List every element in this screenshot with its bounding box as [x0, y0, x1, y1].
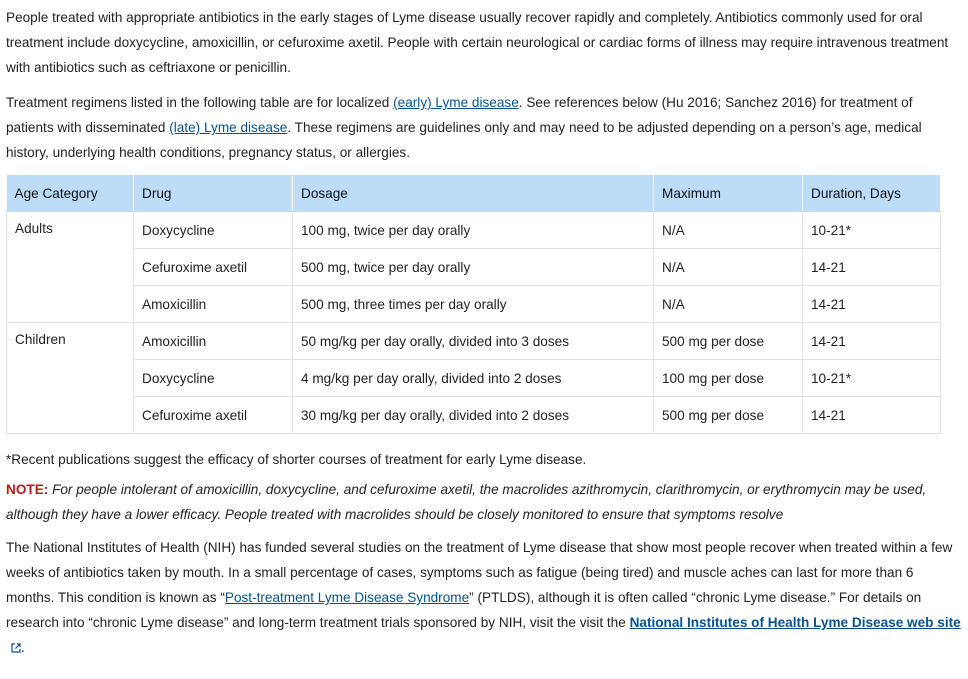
table-row [7, 397, 941, 434]
cell-duration: 14-21 [803, 397, 941, 434]
cell-duration: 14-21 [803, 286, 941, 323]
cell-dosage: 100 mg, twice per day orally [293, 212, 654, 249]
cell-duration: 14-21 [803, 323, 941, 360]
nih-text-c: . [21, 640, 25, 655]
note-label: NOTE: [6, 482, 49, 497]
ptlds-link[interactable]: Post-treatment Lyme Disease Syndrome [224, 590, 470, 605]
intro-paragraph-2 [6, 90, 962, 165]
cell-dosage: 4 mg/kg per day orally, divided into 2 doses [293, 360, 654, 397]
note-text: For people intolerant of amoxicillin, doxycycline, and cefuroxime axetil, the macrolides azithromycin, clarithromycin, or erythromycin may be used, although they have a lower efficacy. People treated with macrolides should be closely monitored to ensure that symptoms resolve [6, 482, 927, 522]
table-row [7, 360, 941, 397]
cell-dosage: 30 mg/kg per day orally, divided into 2 doses [293, 397, 654, 434]
cell-maximum: N/A [654, 286, 803, 323]
cell-maximum: 500 mg per dose [654, 397, 803, 434]
header-drug: Drug [134, 175, 293, 212]
cell-drug: Amoxicillin [134, 323, 293, 360]
cell-drug: Doxycycline [134, 212, 293, 249]
cell-duration: 10-21* [803, 212, 941, 249]
table-footnote: *Recent publications suggest the efficacy of shorter courses of treatment for early Lyme disease. [6, 452, 587, 467]
nih-text-a: The National Institutes of Health (NIH) has funded several studies on the treatment of Lyme disease that show most people recover when treated within a few weeks of antibiotics taken by mouth. In a small percentage of cases, symptoms such as fatigue (being tired) and muscle aches can last for more than 6 months. This condition is known as “ [6, 540, 953, 605]
header-maximum: Maximum [654, 175, 803, 212]
intro-text-a: Treatment regimens listed in the following table are for localized [6, 95, 394, 110]
cell-drug: Cefuroxime axetil [134, 249, 293, 286]
cell-dosage: 500 mg, twice per day orally [293, 249, 654, 286]
intro-text-b: . See references below (Hu 2016; Sanchez 2016) for treatment of patients with disseminated [6, 95, 913, 135]
cell-drug: Doxycycline [134, 360, 293, 397]
cell-drug: Cefuroxime axetil [134, 397, 293, 434]
nih-website-link[interactable]: National Institutes of Health Lyme Disease web site [629, 615, 961, 630]
table-row [7, 212, 941, 249]
header-dosage: Dosage [293, 175, 654, 212]
cell-dosage: 50 mg/kg per day orally, divided into 3 doses [293, 323, 654, 360]
cell-maximum: N/A [654, 212, 803, 249]
cell-maximum: 100 mg per dose [654, 360, 803, 397]
header-duration: Duration, Days [803, 175, 941, 212]
treatment-table [6, 175, 941, 434]
nih-paragraph [6, 535, 962, 660]
table-row [7, 286, 941, 323]
table-row [7, 249, 941, 286]
cell-dosage: 500 mg, three times per day orally [293, 286, 654, 323]
table-row [7, 323, 941, 360]
cell-drug: Amoxicillin [134, 286, 293, 323]
category-children: Children [7, 323, 134, 434]
cell-maximum: N/A [654, 249, 803, 286]
early-lyme-link[interactable]: (early) Lyme disease [393, 95, 519, 110]
note-paragraph [6, 477, 962, 527]
cell-maximum: 500 mg per dose [654, 323, 803, 360]
external-link-icon[interactable] [11, 643, 21, 653]
treatment-table-wrapper [6, 175, 940, 434]
nih-text-b: ” (PTLDS), although it is often called “chronic Lyme disease.” For details on research into “chronic Lyme disease” and long-term treatment trials sponsored by NIH, visit the visit the [6, 590, 922, 630]
category-adults: Adults [7, 212, 134, 323]
intro-text-c: . These regimens are guidelines only and may need to be adjusted depending on a person’s age, medical history, underlying health conditions, pregnancy status, or allergies. [6, 120, 922, 160]
intro-paragraph-1: People treated with appropriate antibiotics in the early stages of Lyme disease usually recover rapidly and completely. Antibiotics commonly used for oral treatment include doxycycline, amoxicillin, or cefuroxime axetil. People with certain neurological or cardiac forms of illness may require intravenous treatment with antibiotics such as ceftriaxone or penicillin. [6, 10, 949, 75]
cell-duration: 10-21* [803, 360, 941, 397]
cell-duration: 14-21 [803, 249, 941, 286]
table-header-row [7, 175, 941, 212]
late-lyme-link[interactable]: (late) Lyme disease [169, 120, 288, 135]
header-age-category: Age Category [7, 175, 134, 212]
